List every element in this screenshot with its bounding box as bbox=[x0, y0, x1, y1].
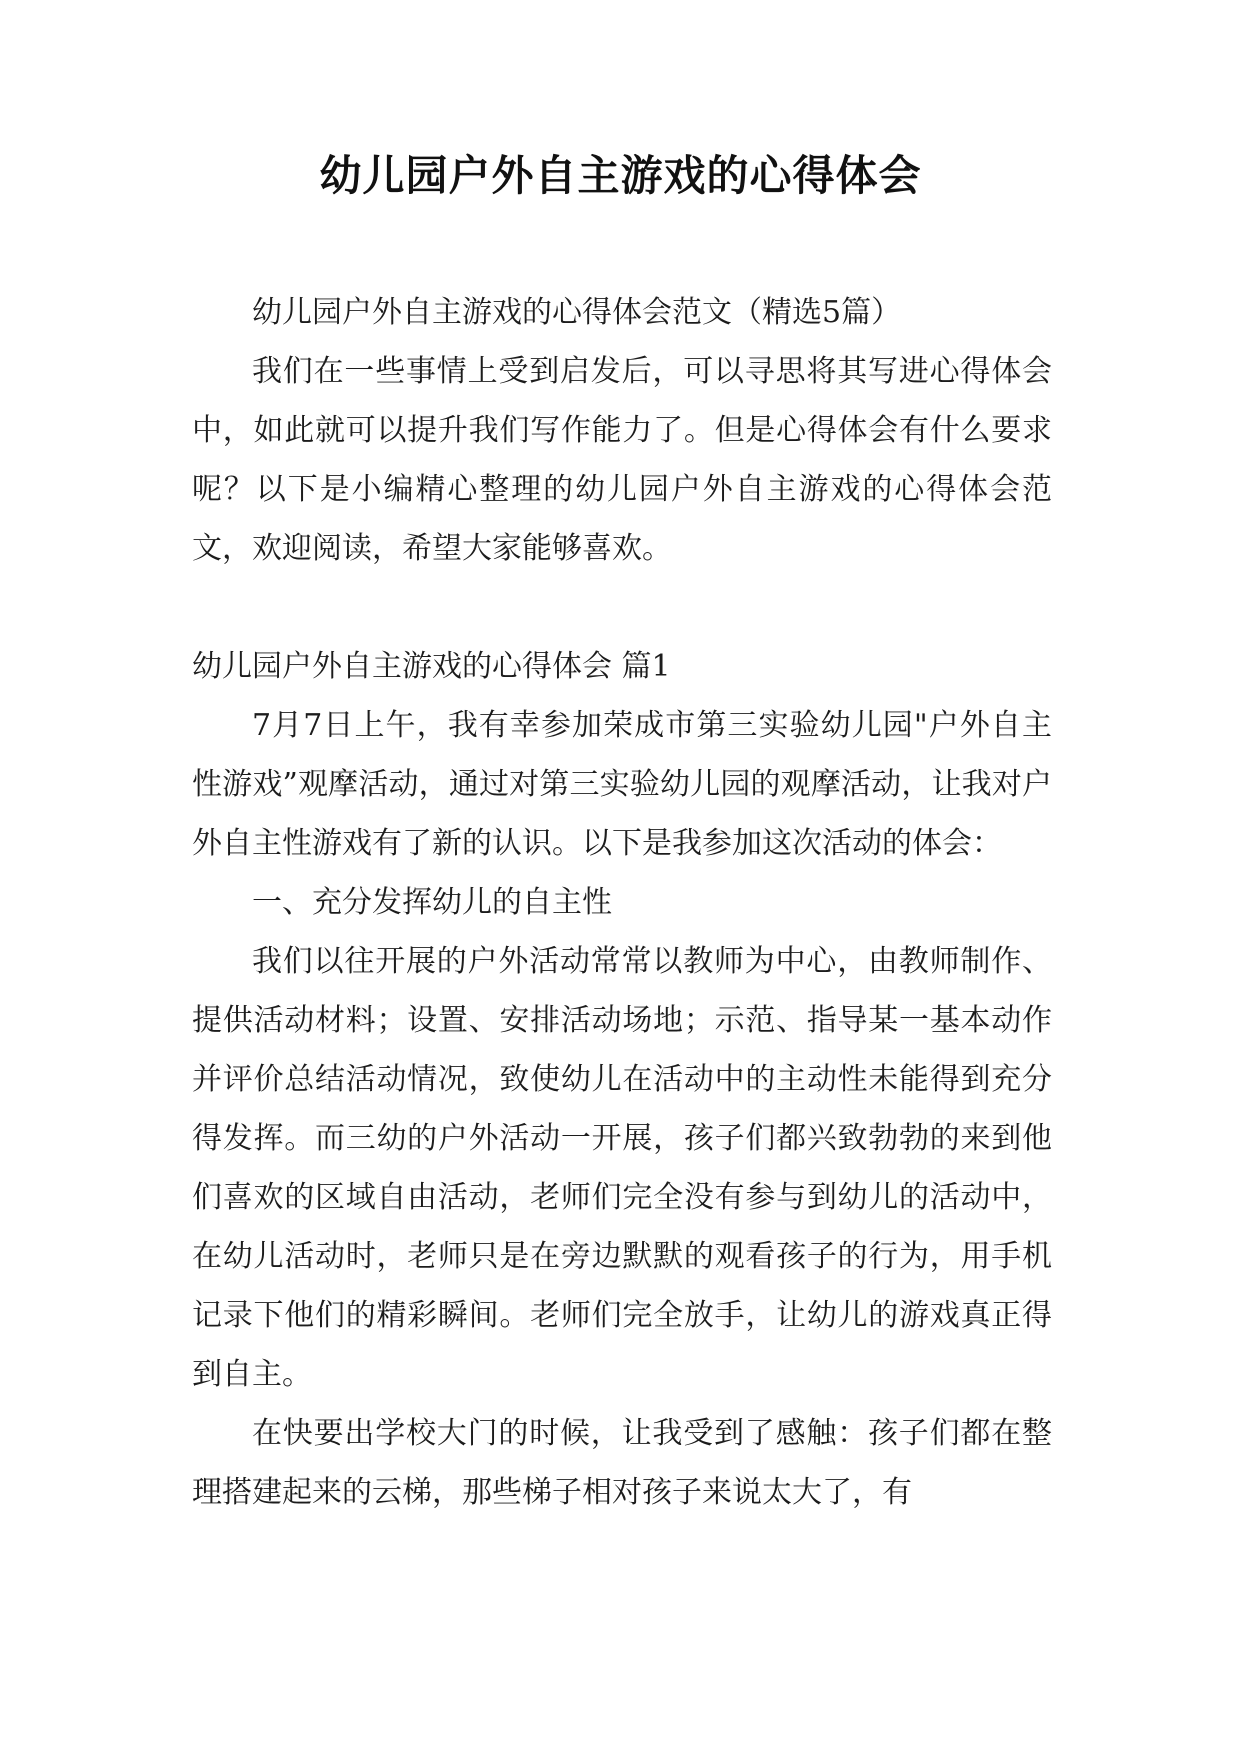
intro-subtitle: 幼儿园户外自主游戏的心得体会范文（精选5篇） bbox=[252, 295, 902, 330]
document-title: 幼儿园户外自主游戏的心得体会 bbox=[319, 151, 922, 200]
section-paragraph-2: 我们以往开展的户外活动常常以教师为中心，由教师制作、提供活动材料；设置、安排活动场地；示范、指导某一基本动作并评价总结活动情况，致使幼儿在活动中的主动性未能得到充分得发挥。而三幼的户外活动一开展，孩子们都兴致勃勃的来到他们喜欢的区域自由活动，老师们完全没有参与到幼儿的活动中，在幼儿活动时，老师只是在旁边默默的观看孩子的行为，用手机记录下他们的精彩瞬间。老师们完全放手，让幼儿的游戏真正得到自主。 bbox=[192, 944, 1052, 1392]
section-paragraph-3: 在快要出学校大门的时候，让我受到了感触：孩子们都在整理搭建起来的云梯，那些梯子相对孩子来说太大了，有 bbox=[192, 1416, 1052, 1510]
intro-paragraph: 我们在一些事情上受到启发后，可以寻思将其写进心得体会中，如此就可以提升我们写作能力了。但是心得体会有什么要求呢？以下是小编精心整理的幼儿园户外自主游戏的心得体会范文，欢迎阅读，希望大家能够喜欢。 bbox=[192, 354, 1052, 566]
section-point-1: 一、充分发挥幼儿的自主性 bbox=[252, 885, 612, 920]
document-body bbox=[192, 283, 1052, 1522]
section-paragraph-1: 7月7日上午，我有幸参加荣成市第三实验幼儿园"户外自主性游戏”观摩活动，通过对第三实验幼儿园的观摩活动，让我对户外自主性游戏有了新的认识。以下是我参加这次活动的体会： bbox=[192, 708, 1052, 861]
section-heading: 幼儿园户外自主游戏的心得体会 篇1 bbox=[192, 649, 671, 684]
